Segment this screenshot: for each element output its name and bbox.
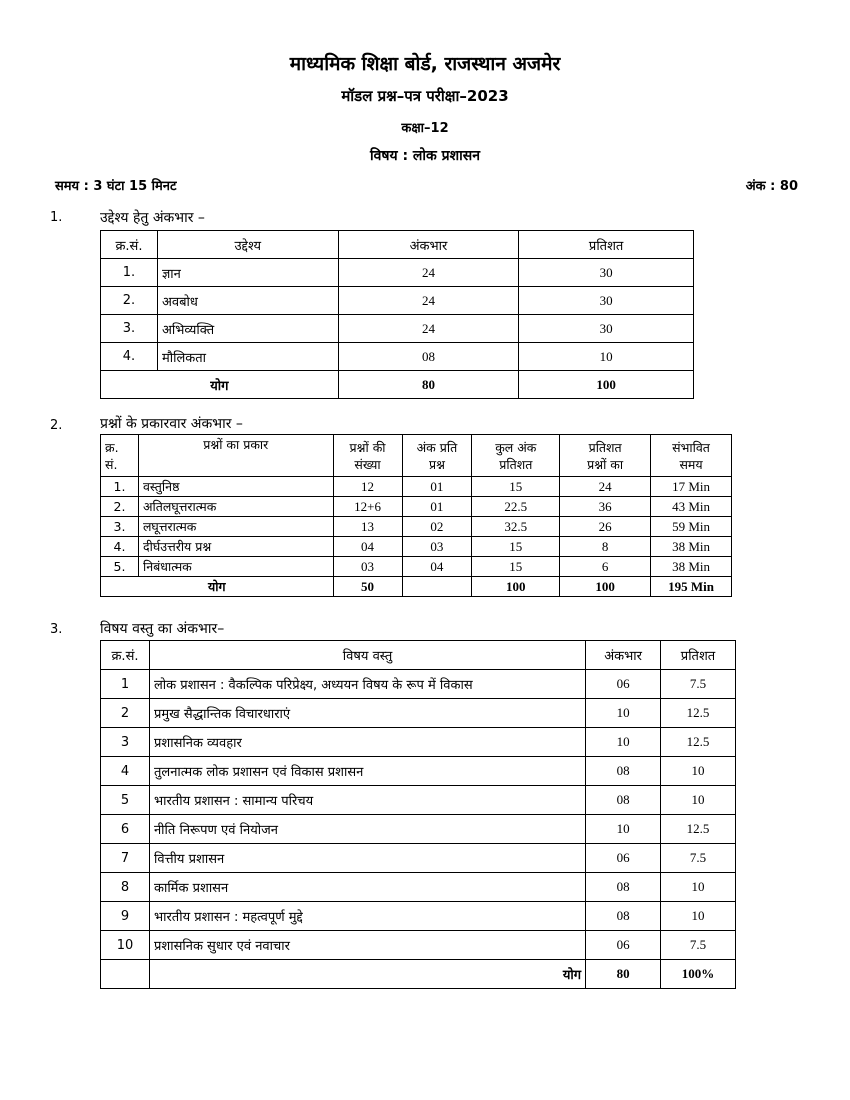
table-cell: 24 [338,259,519,287]
table-cell: 4. [101,537,139,557]
table-row [101,287,694,315]
total-label: योग [101,577,334,597]
table-cell [101,960,150,989]
table-cell: 4. [101,343,158,371]
table-cell: 2 [101,699,150,728]
section-3-number: 3. [50,622,63,637]
table-header-row [101,231,694,259]
table-cell: 17 Min [651,477,732,497]
header-line: सं. [105,457,118,472]
board-title: माध्यमिक शिक्षा बोर्ड, राजस्थान अजमेर [289,53,561,75]
total-label: योग [149,960,585,989]
table-cell: 3. [101,315,158,343]
table-cell: 9 [101,902,150,931]
header-cell: प्रतिशत [519,231,694,259]
table-cell: 10 [661,786,736,815]
table-total-row [101,371,694,399]
table-cell: 15 [472,537,560,557]
table-cell: 10 [586,728,661,757]
table-cell: 08 [586,757,661,786]
total-cell [402,577,472,597]
table-cell: 10 [586,699,661,728]
section-1-number: 1. [50,210,63,225]
table-cell: 1. [101,477,139,497]
table-cell: वित्तीय प्रशासन [149,844,585,873]
table-cell: अभिव्यक्ति [157,315,338,343]
table-cell: लोक प्रशासन : वैकल्पिक परिप्रेक्ष्य, अध्ययन विषय के रूप में विकास [149,670,585,699]
table-cell: 36 [560,497,651,517]
table-total-row [101,577,732,597]
table-cell: 08 [586,873,661,902]
total-cell: 100% [661,960,736,989]
time-label: समय : 3 घंटा 15 मिनट [55,179,177,194]
table-cell: 59 Min [651,517,732,537]
table-cell: 8 [560,537,651,557]
table-cell: 1. [101,259,158,287]
header-line: प्रश्नों का [587,457,624,472]
table-row [101,477,732,497]
table-cell: 43 Min [651,497,732,517]
table-cell: 02 [402,517,472,537]
table-cell: 06 [586,931,661,960]
table-cell: नीति निरूपण एवं नियोजन [149,815,585,844]
total-cell: 50 [333,577,402,597]
header-line: कुल अंक [495,440,537,455]
table-row [101,537,732,557]
table-cell: 10 [661,873,736,902]
table-cell: 06 [586,844,661,873]
table-cell: प्रशासनिक व्यवहार [149,728,585,757]
table-cell: 26 [560,517,651,537]
total-cell: 100 [519,371,694,399]
table-cell: 08 [586,902,661,931]
table-cell: 1 [101,670,150,699]
table-cell: 3. [101,517,139,537]
header-cell [560,435,651,477]
table-cell: 12.5 [661,815,736,844]
header-cell: उद्देश्य [157,231,338,259]
table-cell: प्रमुख सैद्धान्तिक विचारधाराएं [149,699,585,728]
header-cell: क्र.सं. [101,641,150,670]
table-cell: 08 [586,786,661,815]
question-type-weightage-table [100,434,732,597]
table-cell: निबंधात्मक [138,557,333,577]
table-cell: 13 [333,517,402,537]
header-cell: प्रतिशत [661,641,736,670]
table-cell: 12 [333,477,402,497]
header-cell [333,435,402,477]
table-cell: 38 Min [651,557,732,577]
table-row [101,728,736,757]
table-cell: 7.5 [661,670,736,699]
total-cell: 100 [472,577,560,597]
header-line: प्रश्नों का प्रकार [203,437,269,452]
table-cell: 30 [519,315,694,343]
table-cell: दीर्घउत्तरीय प्रश्न [138,537,333,557]
table-cell: 5. [101,557,139,577]
table-cell: 12.5 [661,699,736,728]
table-cell: 04 [333,537,402,557]
table-cell: 10 [661,902,736,931]
table-cell: 03 [333,557,402,577]
table-cell: 24 [338,315,519,343]
table-cell: अवबोध [157,287,338,315]
table-cell: 2. [101,287,158,315]
table-row [101,815,736,844]
header-cell: विषय वस्तु [149,641,585,670]
table-cell: प्रशासनिक सुधार एवं नवाचार [149,931,585,960]
table-cell: 2. [101,497,139,517]
table-row [101,343,694,371]
header-cell [651,435,732,477]
table-row [101,786,736,815]
header-cell: क्र.सं. [101,231,158,259]
table-cell: 24 [338,287,519,315]
table-row [101,557,732,577]
table-row [101,873,736,902]
table-cell: 32.5 [472,517,560,537]
table-cell: 01 [402,477,472,497]
table-cell: 5 [101,786,150,815]
section-2-title: प्रश्नों के प्रकारवार अंकभार – [100,416,243,432]
table-cell: 03 [402,537,472,557]
table-row [101,670,736,699]
table-cell: ज्ञान [157,259,338,287]
table-cell: 24 [560,477,651,497]
header-line: प्रश्नों की [349,440,386,455]
content-weightage-table [100,640,736,989]
table-cell: 01 [402,497,472,517]
table-cell: 7 [101,844,150,873]
table-cell: 15 [472,477,560,497]
header-line: अंक प्रति [416,440,458,455]
table-cell: 7.5 [661,931,736,960]
header-cell [138,435,333,477]
table-cell: 06 [586,670,661,699]
table-row [101,315,694,343]
header-line: प्रतिशत [499,457,533,472]
table-row [101,902,736,931]
header-line: प्रश्न [428,457,445,472]
table-row [101,497,732,517]
table-cell: वस्तुनिष्ठ [138,477,333,497]
table-cell: 15 [472,557,560,577]
table-cell: 10 [586,815,661,844]
table-cell: 12.5 [661,728,736,757]
table-header-row [101,641,736,670]
header-cell: अंकभार [586,641,661,670]
table-cell: 22.5 [472,497,560,517]
table-cell: कार्मिक प्रशासन [149,873,585,902]
table-cell: 12+6 [333,497,402,517]
table-cell: 30 [519,259,694,287]
table-cell: तुलनात्मक लोक प्रशासन एवं विकास प्रशासन [149,757,585,786]
table-cell: 6 [560,557,651,577]
header-line: संख्या [354,457,381,472]
table-header-row [101,435,732,477]
table-cell: 3 [101,728,150,757]
table-cell: भारतीय प्रशासन : सामान्य परिचय [149,786,585,815]
table-cell: 8 [101,873,150,902]
header-cell [472,435,560,477]
table-cell: 04 [402,557,472,577]
table-cell: 7.5 [661,844,736,873]
table-cell: 6 [101,815,150,844]
header-line: क्र. [105,440,119,455]
total-cell: 195 Min [651,577,732,597]
paper-title: मॉडल प्रश्न–पत्र परीक्षा–2023 [341,87,509,105]
table-row [101,757,736,786]
total-label: योग [101,371,339,399]
table-cell: 30 [519,287,694,315]
objective-weightage-table [100,230,694,399]
marks-label: अंक : 80 [745,179,798,194]
section-2-number: 2. [50,418,63,433]
total-cell: 100 [560,577,651,597]
table-cell: 10 [101,931,150,960]
table-row [101,931,736,960]
header-line: समय [679,457,703,472]
header-cell [402,435,472,477]
table-total-row [101,960,736,989]
table-cell: लघूत्तरात्मक [138,517,333,537]
table-row [101,517,732,537]
table-cell: 4 [101,757,150,786]
table-cell: 08 [338,343,519,371]
table-row [101,259,694,287]
header-cell: अंकभार [338,231,519,259]
section-1-title: उद्देश्य हेतु अंकभार – [100,210,205,226]
table-cell: 10 [661,757,736,786]
total-cell: 80 [586,960,661,989]
section-3-title: विषय वस्तु का अंकभार– [100,621,225,637]
header-cell [101,435,139,477]
table-row [101,844,736,873]
total-cell: 80 [338,371,519,399]
table-cell: 10 [519,343,694,371]
table-cell: 38 Min [651,537,732,557]
table-row [101,699,736,728]
header-line: संभावित [672,440,710,455]
table-cell: मौलिकता [157,343,338,371]
table-cell: भारतीय प्रशासन : महत्वपूर्ण मुद्दे [149,902,585,931]
class-label: कक्षा–12 [401,121,449,136]
table-cell: अतिलघूत्तरात्मक [138,497,333,517]
subject-label: विषय : लोक प्रशासन [369,148,481,164]
header-line: प्रतिशत [588,440,622,455]
